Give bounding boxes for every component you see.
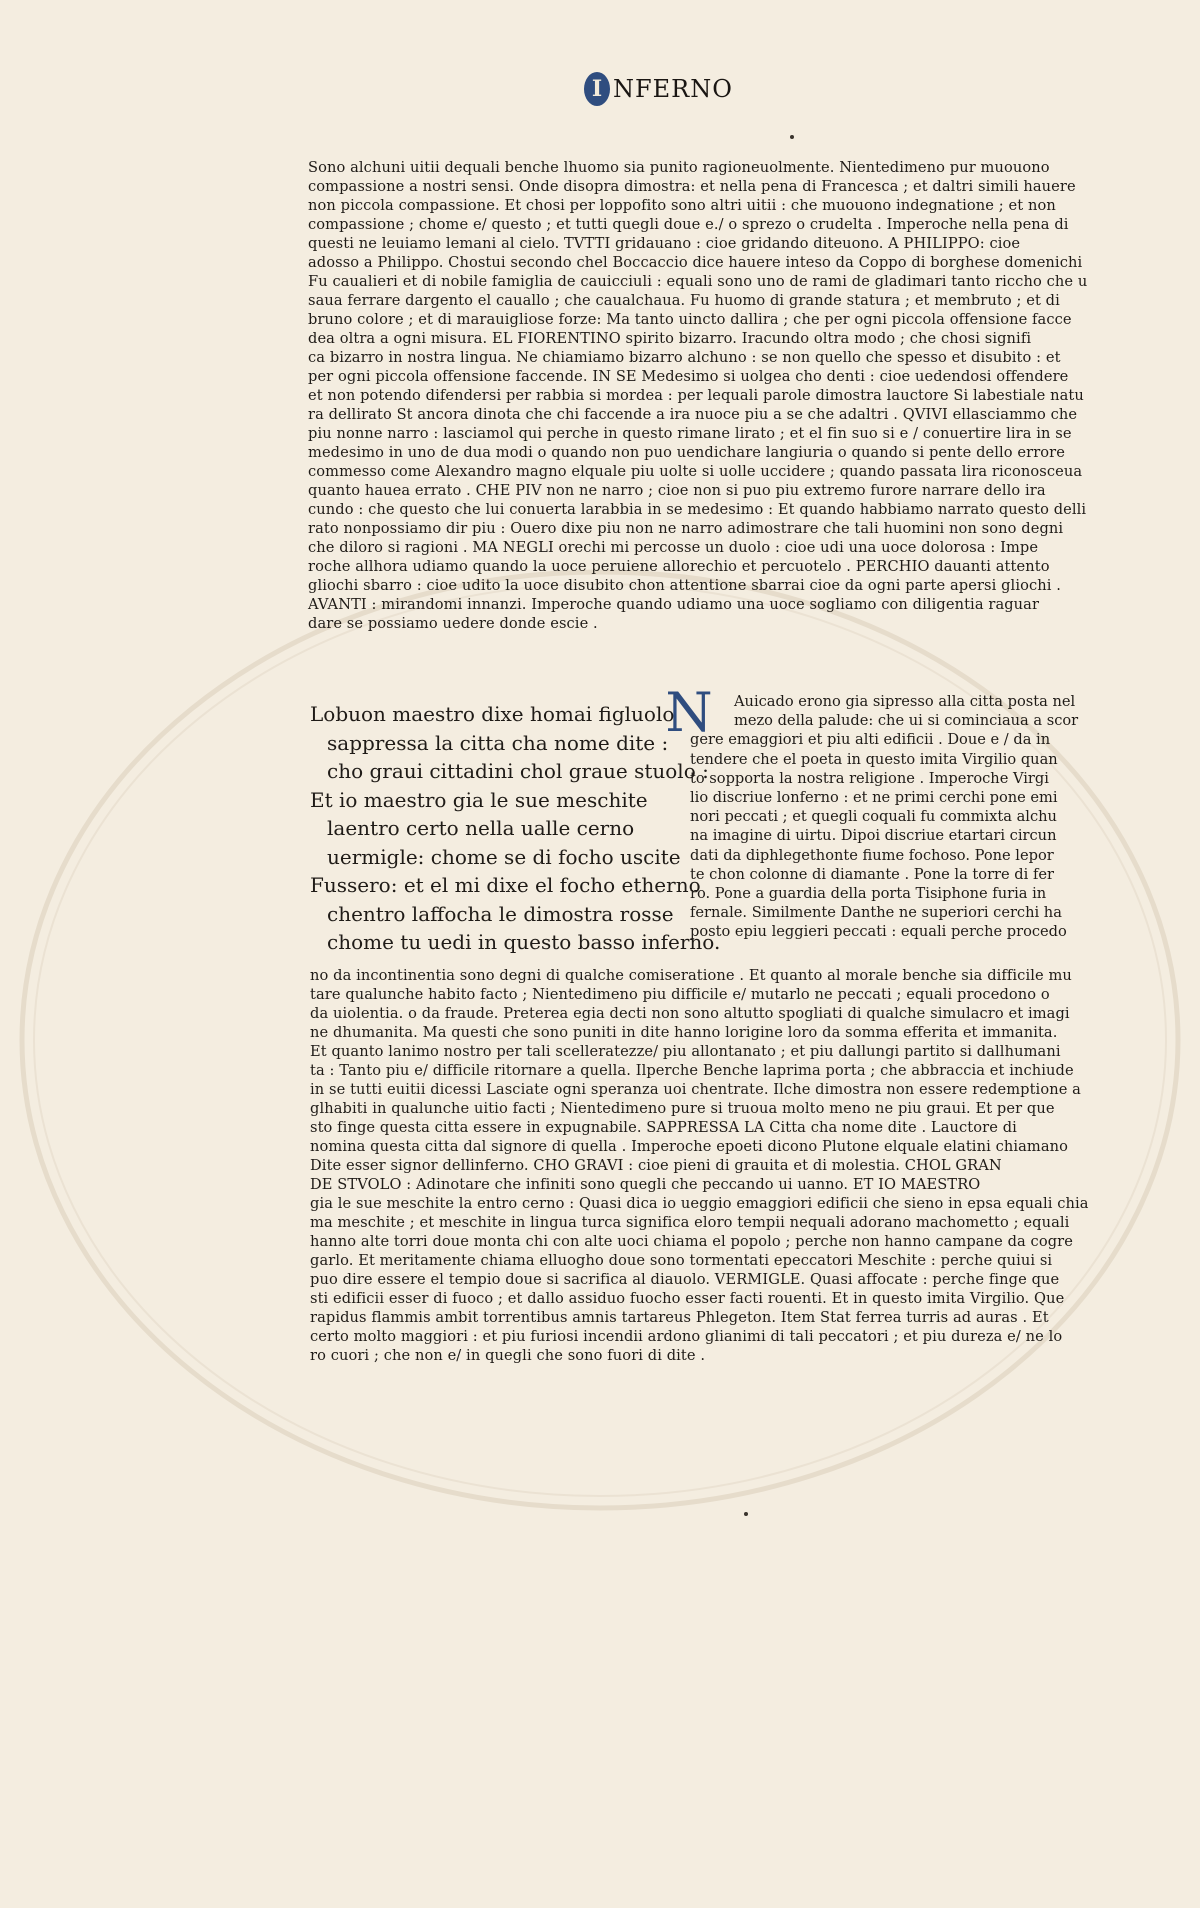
text-line: puo dire essere el tempio doue si sacrifica al diauolo. VERMIGLE. Quasi affocate : perche finge que (310, 1271, 1060, 1288)
text-line: dati da diphlegethonte fiume fochoso. Pone lepor (690, 846, 1054, 864)
text-line: Auicado erono gia sipresso alla citta posta nel (734, 693, 1076, 710)
verse-line: Et io maestro gia le sue meschite (310, 787, 648, 812)
text-line: gliochi sbarro : cioe udito la uoce disubito chon attentione sbarrai cioe da ogni parte apersi gliochi . (308, 577, 1061, 594)
text-line: per ogni piccola offensione faccende. IN SE Medesimo si uolgea cho denti : cioe uedendosi offendere (308, 368, 1069, 385)
text-line: ca bizarro in nostra lingua. Ne chiamiamo bizarro alchuno : se non quello che spesso et disubito : et (308, 349, 1061, 366)
text-line: Sono alchuni uitii dequali benche lhuomo sia punito ragioneuolmente. Nientedimeno pur muouono (308, 159, 1050, 176)
text-line: te chon colonne di diamante . Pone la torre di fer (690, 865, 1054, 883)
verse-line: cho graui cittadini chol graue stuolo : (327, 759, 709, 783)
text-line: adosso a Philippo. Chostui secondo chel Boccaccio dice hauere inteso da Coppo di borghese domenichi (308, 254, 1083, 271)
text-line: da uiolentia. o da fraude. Preterea egia decti non sono altutto spogliati di qualche simulacro et imagi (310, 1005, 1070, 1022)
text-line: no da incontinentia sono degni di qualche comiseratione . Et quanto al morale benche sia difficile mu (310, 967, 1072, 984)
text-line: tendere che el poeta in questo imita Virgilio quan (690, 750, 1058, 768)
top-commentary (308, 158, 1087, 633)
text-line: dare se possiamo uedere donde escie . (308, 615, 598, 632)
top-commentary-paragraph (308, 158, 1087, 633)
right-commentary (690, 692, 1080, 942)
verse-line: uermigle: chome se di focho uscite (327, 844, 681, 869)
text-line: lio discriue lonferno : et ne primi cerchi pone emi (690, 789, 1058, 807)
text-line: DE STVOLO : Adinotare che infiniti sono quegli che peccando ui uanno. ET IO MAESTRO (310, 1176, 981, 1193)
text-line: commesso come Alexandro magno elquale piu uolte si uolle uccidere ; quando passata lira riconosceua (308, 463, 1083, 480)
text-line: rato nonpossiamo dir piu : Ouero dixe piu non ne narro adimostrare che tali huomini non sono degni (308, 520, 1064, 537)
text-line: certo molto maggiori : et piu furiosi incendii ardono glianimi di tali peccatori ; et piu dureza e/ ne lo (310, 1328, 1063, 1345)
text-line: ro. Pone a guardia della porta Tisiphone furia in (690, 885, 1047, 903)
text-line: hanno alte torri doue monta chi con alte uoci chiama el popolo ; perche non hanno campane da cogre (310, 1233, 1073, 1250)
text-line: Dite esser signor dellinferno. CHO GRAVI : cioe pieni di grauita et di molestia. CHOL GRAN (310, 1157, 1002, 1174)
bottom-commentary (310, 966, 1089, 1365)
text-line: ta : Tanto piu e/ difficile ritornare a quella. Ilperche Benche laprima porta ; che abbraccia et inchiude (310, 1062, 1074, 1079)
text-line: ra dellirato St ancora dinota che chi faccende a ira nuoce piu a se che adaltri . QVIVI ellasciammo che (308, 406, 1078, 423)
text-line: medesimo in uno de dua modi o quando non puo uendichare langiuria o quando si pente dello errore (308, 444, 1065, 461)
text-line: posto epiu leggieri peccati : equali perche procedo (690, 923, 1067, 941)
text-line: tare qualunche habito facto ; Nientedimeno piu difficile e/ mutarlo ne peccati ; equali procedono o (310, 986, 1050, 1003)
illuminated-initial: N (665, 681, 713, 744)
poem-verse (310, 700, 721, 957)
text-line: ma meschite ; et meschite in lingua turca significa eloro tempii nequali adorano machometto ; equali (310, 1214, 1070, 1231)
text-line: Fu caualieri et di nobile famiglia de cauicciuli : equali sono uno de rami de gladimari tanto riccho che u (308, 273, 1088, 290)
text-line: sto finge questa citta essere in expugnabile. SAPPRESSA LA Citta cha nome dite . Lauctore di (310, 1119, 1017, 1136)
text-line: to sopporta la nostra religione . Imperoche Virgi (690, 769, 1049, 787)
running-head (584, 72, 733, 106)
text-line: non piccola compassione. Et chosi per loppofito sono altri uitii : che muouono indegnatione ; et non (308, 197, 1056, 214)
text-line: fernale. Similmente Danthe ne superiori cerchi ha (690, 904, 1062, 922)
running-head-title: NFERNO (613, 75, 733, 103)
text-line: gere emaggiori et piu alti edificii . Doue e / da in (690, 731, 1051, 749)
text-line: nori peccati ; et quegli coquali fu commixta alchu (690, 808, 1057, 826)
text-line: dea oltra a ogni misura. EL FIORENTINO spirito bizarro. Iracundo oltra modo ; che chosi signifi (308, 330, 1032, 347)
text-line: ro cuori ; che non e/ in quegli che sono fuori di dite . (310, 1347, 706, 1364)
text-line: nomina questa citta dal signore di quella . Imperoche epoeti dicono Plutone elquale elatini chiamano (310, 1138, 1069, 1155)
text-line: ne dhumanita. Ma questi che sono puniti in dite hanno lorigine loro da somma efferita et immanita. (310, 1024, 1058, 1041)
verse-line: chome tu uedi in questo basso inferno. (327, 930, 721, 954)
text-line: sti edificii esser di fuoco ; et dallo assiduo fuocho esser facti rouenti. Et in questo imita Virgilio. Que (310, 1290, 1065, 1307)
text-line: mezo della palude: che ui si cominciaua a scor (734, 712, 1079, 730)
verse-line: Fussero: et el mi dixe el focho etherno (310, 873, 701, 897)
verse-line: Lobuon maestro dixe homai figluolo (310, 702, 675, 726)
ink-speck (744, 1512, 748, 1516)
text-line: piu nonne narro : lasciamol qui perche in questo rimane lirato ; et el fin suo si e / conuertire lira in se (308, 425, 1072, 442)
text-line: in se tutti euitii dicessi Lasciate ogni speranza uoi chentrate. Ilche dimostra non essere redemptione a (310, 1081, 1081, 1098)
text-line: quanto hauea errato . CHE PIV non ne narro ; cioe non si puo piu extremo furore narrare dello ira (308, 482, 1046, 499)
text-line: na imagine di uirtu. Dipoi discriue etartari circun (690, 827, 1057, 845)
verse-line: chentro laffocha le dimostra rosse (327, 901, 674, 926)
text-line: questi ne leuiamo lemani al cielo. TVTTI gridauano : cioe gridando diteuono. A PHILIPPO: cioe (308, 235, 1021, 252)
text-line: cundo : che questo che lui conuerta larabbia in se medesimo : Et quando habbiamo narrato questo delli (308, 501, 1087, 518)
text-line: AVANTI : mirandomi innanzi. Imperoche quando udiamo una uoce sogliamo con diligentia raguar (308, 596, 1040, 613)
text-line: compassione a nostri sensi. Onde disopra dimostra: et nella pena di Francesca ; et daltri simili hauere (308, 178, 1076, 195)
text-line: Et quanto lanimo nostro per tali scelleratezze/ piu allontanato ; et piu dallungi partito si dallhumani (310, 1043, 1061, 1060)
text-line: bruno colore ; et di marauigliose forze: Ma tanto uincto dallira ; che per ogni piccola offensione facce (308, 311, 1072, 328)
text-line: glhabiti in qualunche uitio facti ; Nientedimeno pure si truoua molto meno ne piu graui. Et per que (310, 1100, 1055, 1117)
text-line: saua ferrare dargento el cauallo ; che caualchaua. Fu huomo di grande statura ; et membruto ; et di (308, 292, 1060, 309)
text-line: et non potendo difendersi per rabbia si mordea : per lequali parole dimostra lauctore Si labestiale natu (308, 387, 1084, 404)
text-line: gia le sue meschite la entro cerno : Quasi dica io ueggio emaggiori edificii che sieno in epsa equali chia (310, 1195, 1089, 1212)
ink-speck (790, 135, 794, 139)
bottom-commentary-paragraph (310, 966, 1089, 1365)
verse-line: sappressa la citta cha nome dite : (327, 730, 669, 755)
text-line: roche allhora udiamo quando la uoce peruiene allorechio et percuotelo . PERCHIO dauanti attento (308, 558, 1050, 575)
text-line: che diloro si ragioni . MA NEGLI orechi mi percosse un duolo : cioe udi una uoce dolorosa : Impe (308, 539, 1039, 556)
text-line: compassione ; chome e/ questo ; et tutti quegli doue e./ o sprezo o crudelta . Imperoche nella pena di (308, 216, 1069, 233)
verse-line: laentro certo nella ualle cerno (327, 816, 635, 840)
text-line: garlo. Et meritamente chiama elluogho doue sono tormentati epeccatori Meschite : perche quiui si (310, 1252, 1053, 1269)
text-line: rapidus flammis ambit torrentibus amnis tartareus Phlegeton. Item Stat ferrea turris ad auras . Et (310, 1309, 1049, 1326)
running-head-initial: I (584, 72, 610, 106)
